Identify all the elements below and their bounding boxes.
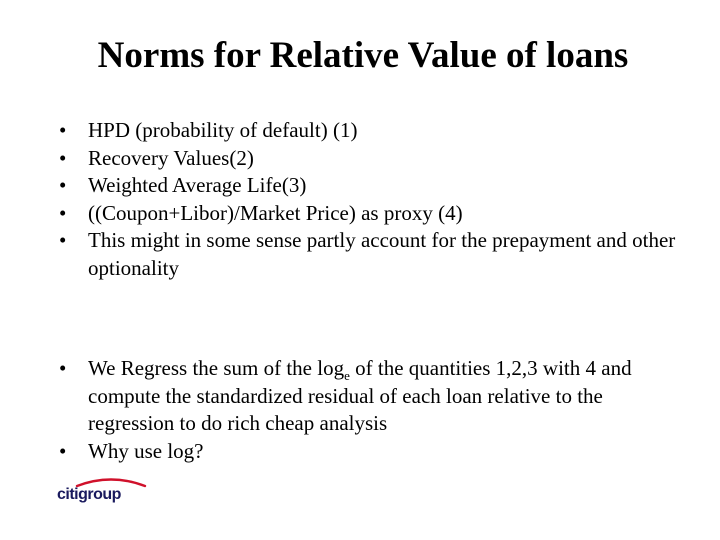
bullet-text: Why use log? <box>88 438 204 463</box>
bullet-item-regression <box>56 355 676 438</box>
bullet-item-weighted-average-life <box>56 172 676 200</box>
bullet-icon: • <box>59 200 67 225</box>
bullet-icon: • <box>59 173 67 197</box>
bullet-text: ((Coupon+Libor)/Market Price) as proxy (4) <box>88 200 463 225</box>
bullet-icon: • <box>59 145 67 170</box>
bullet-list-norms <box>56 117 676 282</box>
bullet-item-why-log <box>56 438 676 466</box>
bullet-item-coupon-libor-proxy <box>56 200 676 228</box>
bullet-icon: • <box>59 438 67 463</box>
bullet-text: This might in some sense partly account for the prepayment and other optionality <box>88 228 676 280</box>
bullet-text-after-subscript: of the quantities 1,2,3 with 4 and compute the standardized residual of each loan relative to the regression to do rich cheap analysis <box>88 356 632 435</box>
bullet-item-recovery-values <box>56 145 676 173</box>
bullet-list-regression <box>56 355 676 465</box>
logo-wordmark: citigroup <box>57 486 121 503</box>
log-base-subscript: e <box>344 368 350 383</box>
bullet-icon: • <box>59 356 67 380</box>
slide-title: Norms for Relative Value of loans <box>97 35 629 76</box>
bullet-icon: • <box>59 118 67 142</box>
bullet-item-hpd <box>56 117 676 145</box>
citigroup-logo <box>55 477 165 503</box>
bullet-text: Weighted Average Life(3) <box>88 173 307 197</box>
bullet-text: Recovery Values(2) <box>88 145 254 170</box>
bullet-icon: • <box>59 228 67 252</box>
bullet-text-before-subscript: We Regress the sum of the log <box>88 356 345 380</box>
bullet-item-optionality <box>56 227 676 282</box>
bullet-text: HPD (probability of default) (1) <box>88 118 358 142</box>
